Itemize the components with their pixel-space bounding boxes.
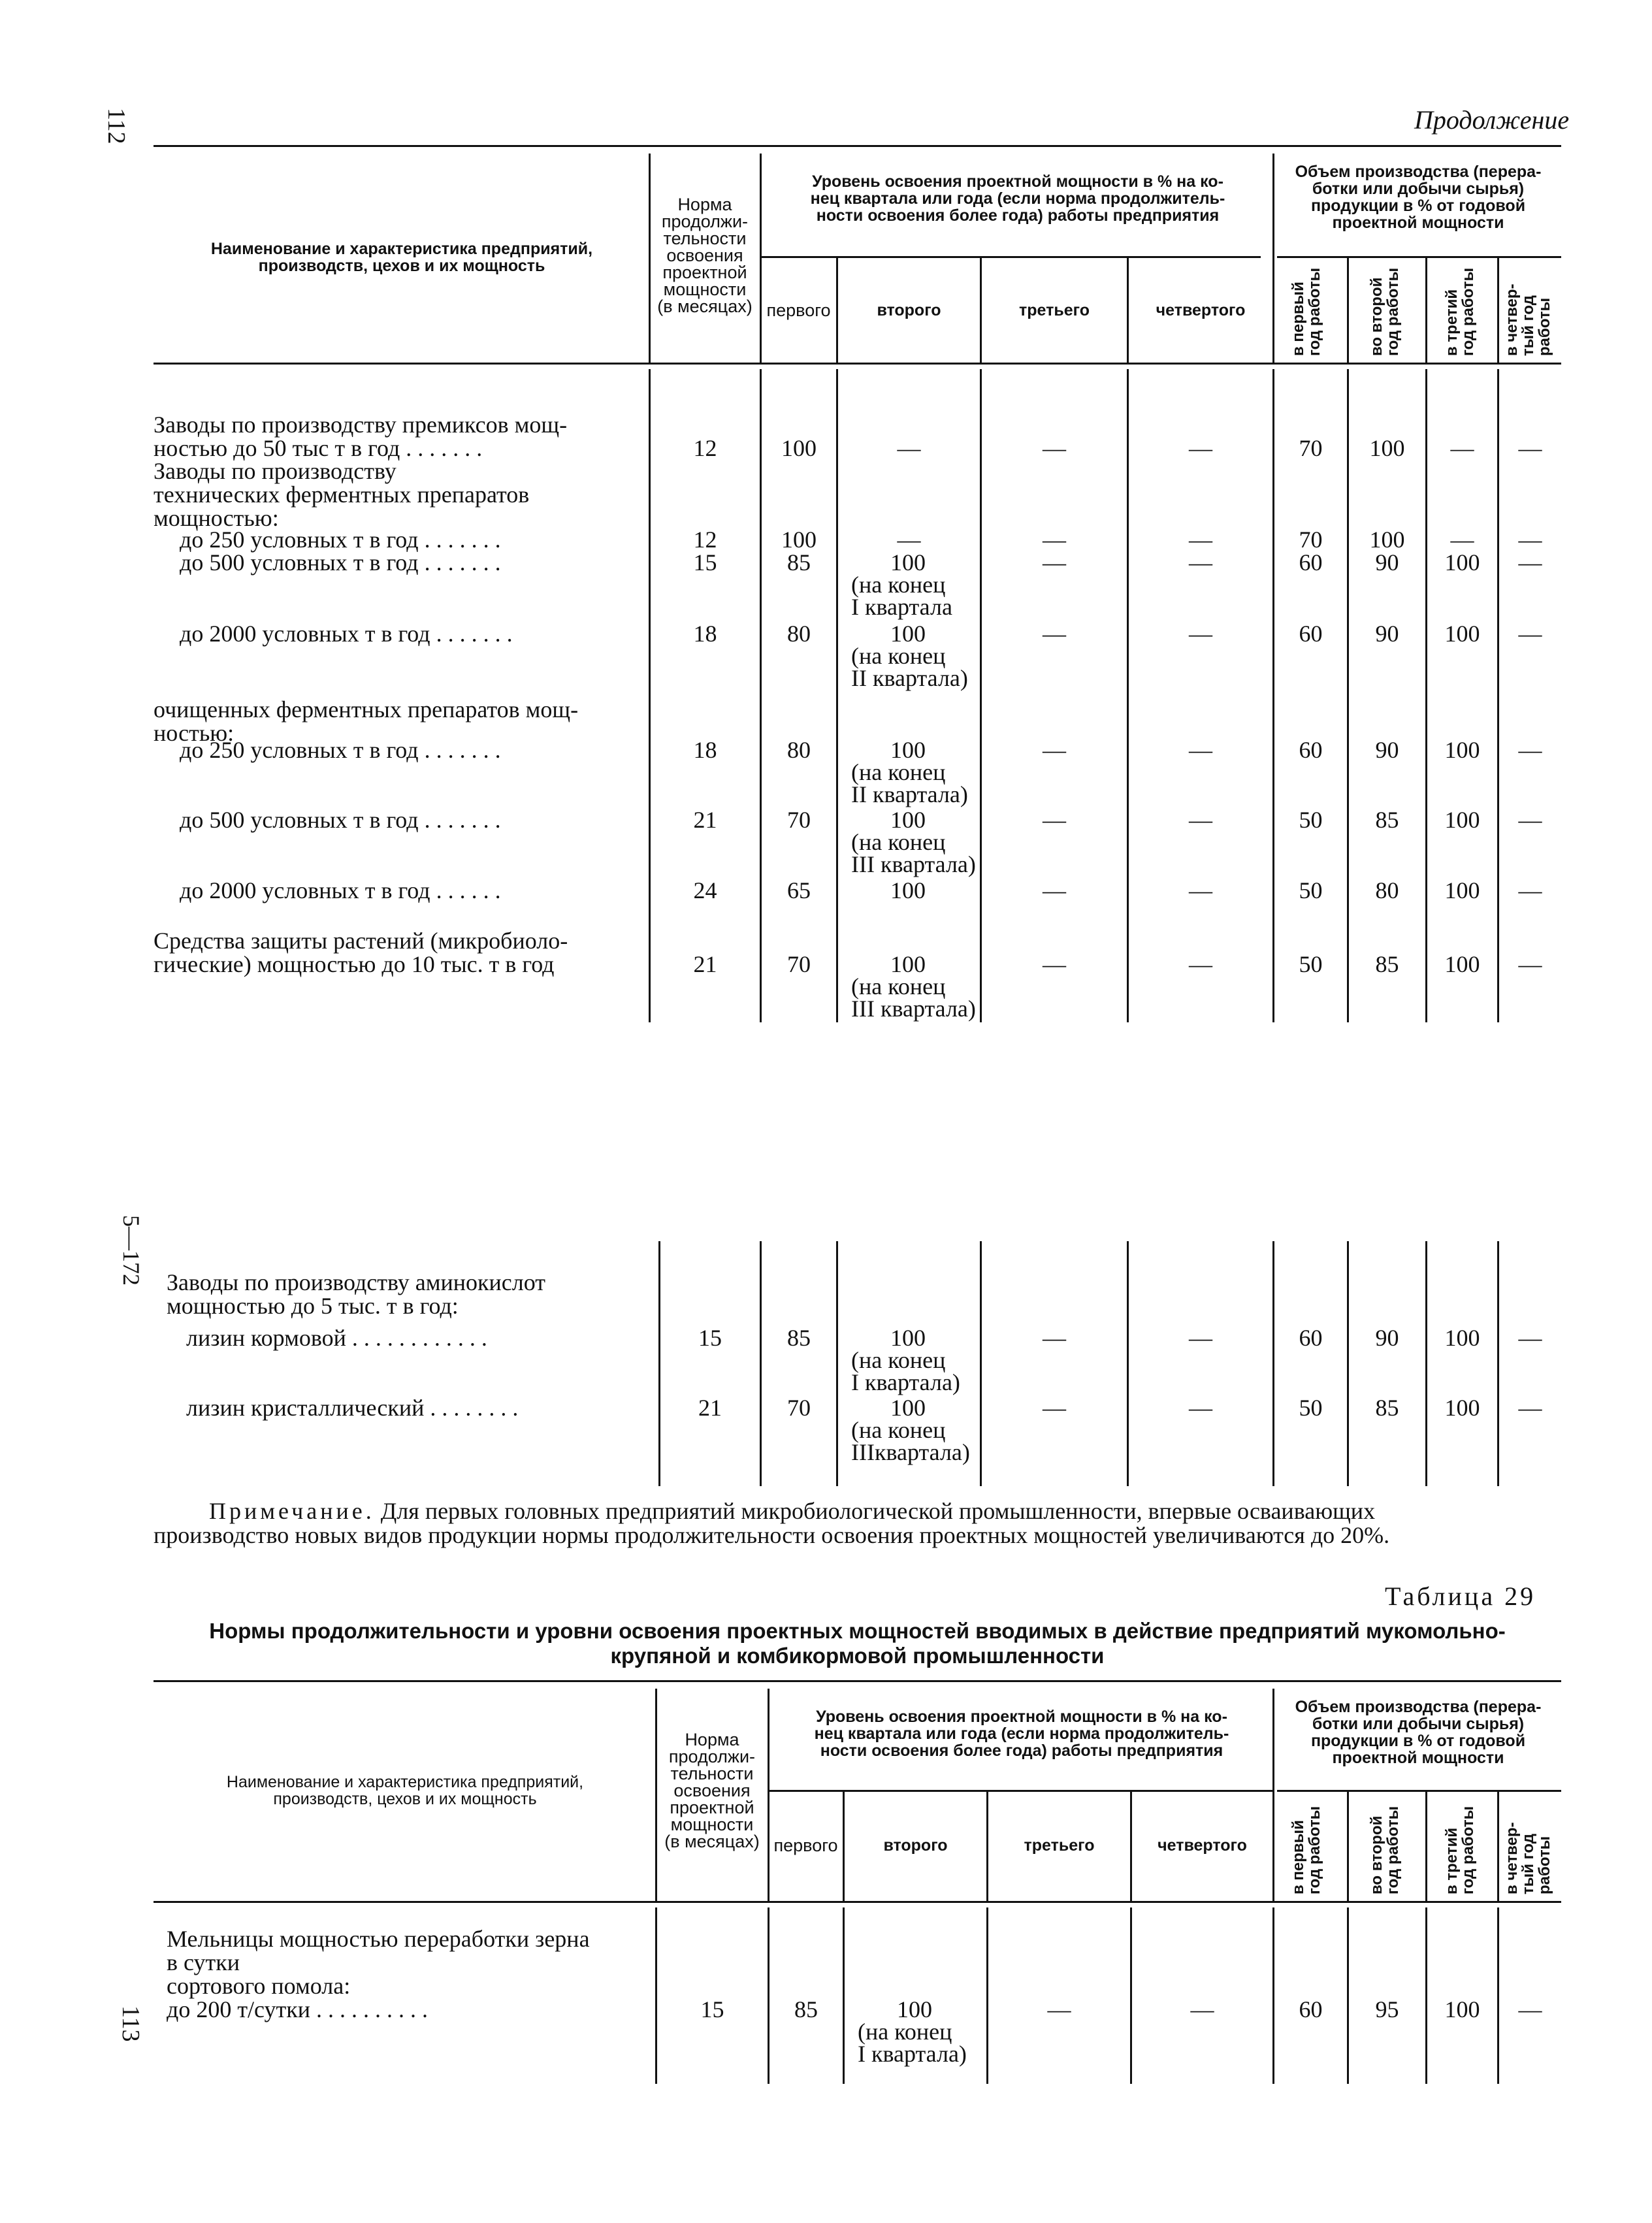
- cell-q2: I квартала): [858, 2041, 967, 2067]
- cell-y2: 85: [1375, 951, 1399, 977]
- cell-y3: —: [1450, 527, 1474, 553]
- cell-y3: 100: [1444, 1395, 1480, 1421]
- header-level-q1: первого: [766, 300, 831, 320]
- cell-y1: 60: [1299, 549, 1323, 576]
- cell-q2: (на конец: [851, 829, 946, 855]
- cell-q2: (на конец: [851, 1417, 946, 1443]
- cell-q3: —: [1043, 951, 1066, 977]
- cell-q1: 70: [787, 807, 811, 833]
- note-label: Примечание.: [209, 1498, 375, 1524]
- row-name: до 500 условных т в год . . . . . . .: [180, 549, 501, 576]
- cell-q4: —: [1189, 807, 1212, 833]
- row-name: до 250 условных т в год . . . . . . .: [180, 737, 501, 763]
- page-number-top: 112: [103, 108, 130, 144]
- cell-q2: 100: [890, 807, 926, 833]
- cell-q4: —: [1189, 549, 1212, 576]
- cell-q2: I квартала): [851, 1369, 960, 1395]
- cell-norm: 12: [693, 435, 717, 461]
- cell-y1: 50: [1299, 951, 1323, 977]
- header-volume-y2: во второй год работы: [1368, 267, 1402, 356]
- cell-q2: 100: [890, 621, 926, 647]
- cell-y4: —: [1518, 877, 1542, 903]
- header-volume-y4: в четвер- тый год работы: [1503, 284, 1553, 356]
- cell-y1: 50: [1299, 1395, 1323, 1421]
- cell-y2: 85: [1375, 807, 1399, 833]
- cell-q2: 100: [890, 951, 926, 977]
- t2-header-level-q1: первого: [773, 1836, 838, 1855]
- cell-q2: 100: [890, 549, 926, 576]
- cell-y2: 100: [1369, 435, 1405, 461]
- t2-header-volume-group: Объем производства (перера- ботки или добычи сырья) продукции в % от годовой проектной мощности: [1295, 1698, 1542, 1767]
- cell-y3: 100: [1444, 621, 1480, 647]
- t2-header-volume-y1: в первый год работы: [1289, 1806, 1323, 1894]
- row-name: Средства защиты растений (микробиоло-: [154, 928, 568, 954]
- cell-norm: 18: [693, 737, 717, 763]
- note-text-2: производство новых видов продукции нормы продолжительности освоения проектных мощностей увеличиваются до 20%.: [154, 1522, 1390, 1548]
- cell-q1: 65: [787, 877, 811, 903]
- cell-q1: 85: [794, 1996, 818, 2022]
- cell-y4: —: [1518, 807, 1542, 833]
- cell-q4: —: [1189, 1395, 1212, 1421]
- cell-q3: —: [1043, 435, 1066, 461]
- row-name: лизин кормовой . . . . . . . . . . . .: [186, 1325, 487, 1351]
- page-number-bottom: 113: [117, 2005, 144, 2042]
- t2-header-volume-y2: во второй год работы: [1368, 1806, 1402, 1894]
- cell-q2: (на конец: [851, 973, 946, 999]
- note-text-1: Для первых головных предприятий микробиологической промышленности, впервые осваивающих: [374, 1498, 1376, 1524]
- cell-y3: 100: [1444, 1996, 1480, 2022]
- cell-q1: 85: [787, 549, 811, 576]
- cell-y1: 60: [1299, 1996, 1323, 2022]
- row-name: Мельницы мощностью переработки зерна: [167, 1926, 590, 1952]
- cell-y2: 90: [1375, 1325, 1399, 1351]
- cell-norm: 21: [698, 1395, 722, 1421]
- cell-q2: (на конец: [851, 1347, 946, 1373]
- signature-mark: 5—172: [118, 1215, 144, 1286]
- cell-q2: (на конец: [851, 759, 946, 785]
- cell-q3: —: [1043, 1395, 1066, 1421]
- cell-q1: 100: [781, 435, 817, 461]
- cell-q2: IIIквартала): [851, 1439, 970, 1465]
- row-name: Заводы по производству: [154, 458, 397, 484]
- cell-y1: 50: [1299, 807, 1323, 833]
- t2-header-norm-col: Норма продолжи- тельности освоения проектной мощности (в месяцах): [664, 1730, 760, 1851]
- cell-y3: 100: [1444, 951, 1480, 977]
- row-name: до 2000 условных т в год . . . . . . .: [180, 621, 513, 647]
- cell-q2: II квартала): [851, 665, 968, 691]
- cell-q3: —: [1043, 621, 1066, 647]
- cell-q2: 100: [890, 1395, 926, 1421]
- row-name: очищенных ферментных препаратов мощ-: [154, 696, 579, 722]
- cell-q1: 70: [787, 951, 811, 977]
- cell-y2: 100: [1369, 527, 1405, 553]
- row-name: мощностью до 5 тыс. т в год:: [167, 1293, 459, 1319]
- cell-q4: —: [1189, 737, 1212, 763]
- cell-norm: 15: [700, 1996, 724, 2022]
- table-29-title: Нормы продолжительности и уровни освоения проектных мощностей вводимых в действие предприятий мукомольно- крупяной и комбикормовой промышленности: [209, 1619, 1506, 1668]
- cell-q2: —: [897, 527, 921, 553]
- row-name: ностью:: [154, 720, 235, 746]
- note: [154, 1499, 1389, 1548]
- header-level-q3: третьего: [1019, 301, 1090, 319]
- t2-header-volume-y3: в третий год работы: [1443, 1806, 1477, 1894]
- header-volume-group: Объем производства (перера- ботки или добычи сырья) продукции в % от годовой проектной мощности: [1295, 163, 1542, 232]
- cell-norm: 21: [693, 807, 717, 833]
- cell-y4: —: [1518, 1325, 1542, 1351]
- cell-norm: 15: [698, 1325, 722, 1351]
- t2-header-volume-y4: в четвер- тый год работы: [1503, 1822, 1553, 1894]
- cell-y2: 85: [1375, 1395, 1399, 1421]
- header-volume-y3: в третий год работы: [1443, 267, 1477, 356]
- row-name: сортового помола:: [167, 1973, 351, 1999]
- row-name: гические) мощностью до 10 тыс. т в год: [154, 951, 555, 977]
- cell-q4: —: [1189, 527, 1212, 553]
- cell-y4: —: [1518, 737, 1542, 763]
- t2-header-level-q3: третьего: [1024, 1836, 1095, 1855]
- row-name: технических ферментных препаратов: [154, 481, 530, 508]
- cell-q3: —: [1043, 549, 1066, 576]
- cell-norm: 21: [693, 951, 717, 977]
- cell-y4: —: [1518, 1996, 1542, 2022]
- cell-y3: —: [1450, 435, 1474, 461]
- header-level-group: Уровень освоения проектной мощности в % на ко- нец квартала или года (если норма продолжитель- ности освоения более года) работы предприятия: [810, 172, 1225, 225]
- cell-y3: 100: [1444, 1325, 1480, 1351]
- cell-y2: 90: [1375, 621, 1399, 647]
- cell-norm: 24: [693, 877, 717, 903]
- cell-q2: III квартала): [851, 851, 976, 877]
- cell-y1: 70: [1299, 435, 1323, 461]
- cell-q4: —: [1189, 621, 1212, 647]
- cell-y3: 100: [1444, 737, 1480, 763]
- cell-y4: —: [1518, 549, 1542, 576]
- cell-q1: 80: [787, 621, 811, 647]
- continuation-label: Продолжение: [1414, 105, 1570, 135]
- cell-q3: —: [1043, 1325, 1066, 1351]
- cell-q2: 100: [890, 1325, 926, 1351]
- t2-header-level-group: Уровень освоения проектной мощности в % на ко- нец квартала или года (если норма продолжитель- ности освоения более года) работы предприятия: [814, 1708, 1229, 1760]
- cell-y2: 80: [1375, 877, 1399, 903]
- cell-q3: —: [1043, 877, 1066, 903]
- cell-q2: 100: [890, 737, 926, 763]
- cell-q2: II квартала): [851, 781, 968, 807]
- row-name: в сутки: [167, 1949, 240, 1975]
- row-name: до 500 условных т в год . . . . . . .: [180, 807, 501, 833]
- cell-norm: 15: [693, 549, 717, 576]
- cell-y2: 90: [1375, 549, 1399, 576]
- cell-y3: 100: [1444, 877, 1480, 903]
- row-name: до 2000 условных т в год . . . . . .: [180, 877, 501, 903]
- cell-q2: III квартала): [851, 996, 976, 1022]
- t2-header-level-q2: второго: [883, 1836, 948, 1855]
- t2-header-name-col: Наименование и характеристика предприятий, производств, цехов и их мощность: [226, 1773, 584, 1808]
- cell-y3: 100: [1444, 807, 1480, 833]
- cell-q2: I квартала: [851, 594, 952, 620]
- row-name: Заводы по производству премиксов мощ-: [154, 412, 568, 438]
- cell-q2: (на конец: [858, 2019, 952, 2045]
- cell-y3: 100: [1444, 549, 1480, 576]
- cell-y4: —: [1518, 527, 1542, 553]
- row-name: Заводы по производству аминокислот: [167, 1269, 546, 1295]
- cell-q1: 100: [781, 527, 817, 553]
- cell-q4: —: [1189, 435, 1212, 461]
- cell-q2: (на конец: [851, 572, 946, 598]
- header-volume-y1: в первый год работы: [1289, 267, 1323, 356]
- row-name: до 250 условных т в год . . . . . . .: [180, 527, 501, 553]
- header-norm-col: Норма продолжи- тельности освоения проектной мощности (в месяцах): [657, 195, 753, 316]
- cell-y2: 95: [1375, 1996, 1399, 2022]
- cell-y1: 60: [1299, 1325, 1323, 1351]
- row-name: мощностью:: [154, 505, 279, 531]
- cell-q1: 80: [787, 737, 811, 763]
- header-level-q2: второго: [877, 301, 941, 319]
- cell-q1: 70: [787, 1395, 811, 1421]
- cell-q2: (на конец: [851, 643, 946, 669]
- table-29-label: Таблица 29: [1385, 1582, 1536, 1611]
- cell-q4: —: [1190, 1996, 1214, 2022]
- cell-y4: —: [1518, 951, 1542, 977]
- cell-y4: —: [1518, 621, 1542, 647]
- cell-q3: —: [1043, 807, 1066, 833]
- cell-y4: —: [1518, 435, 1542, 461]
- cell-y1: 60: [1299, 621, 1323, 647]
- cell-q3: —: [1043, 527, 1066, 553]
- cell-y4: —: [1518, 1395, 1542, 1421]
- cell-q3: —: [1043, 737, 1066, 763]
- row-name: ностью до 50 тыс т в год . . . . . . .: [154, 435, 483, 461]
- cell-q2: 100: [890, 877, 926, 903]
- cell-norm: 18: [693, 621, 717, 647]
- cell-y1: 70: [1299, 527, 1323, 553]
- cell-q2: 100: [897, 1996, 932, 2022]
- cell-y1: 50: [1299, 877, 1323, 903]
- cell-y1: 60: [1299, 737, 1323, 763]
- header-name-col: Наименование и характеристика предприятий, производств, цехов и их мощность: [210, 240, 593, 275]
- cell-norm: 12: [693, 527, 717, 553]
- cell-q2: —: [897, 435, 921, 461]
- row-name: лизин кристаллический . . . . . . . .: [186, 1395, 519, 1421]
- row-name: до 200 т/сутки . . . . . . . . . .: [167, 1996, 429, 2022]
- header-level-q4: четвертого: [1156, 301, 1246, 319]
- t2-header-level-q4: четвертого: [1158, 1836, 1247, 1855]
- cell-y2: 90: [1375, 737, 1399, 763]
- cell-q3: —: [1047, 1996, 1071, 2022]
- cell-q4: —: [1189, 877, 1212, 903]
- cell-q4: —: [1189, 951, 1212, 977]
- cell-q1: 85: [787, 1325, 811, 1351]
- cell-q4: —: [1189, 1325, 1212, 1351]
